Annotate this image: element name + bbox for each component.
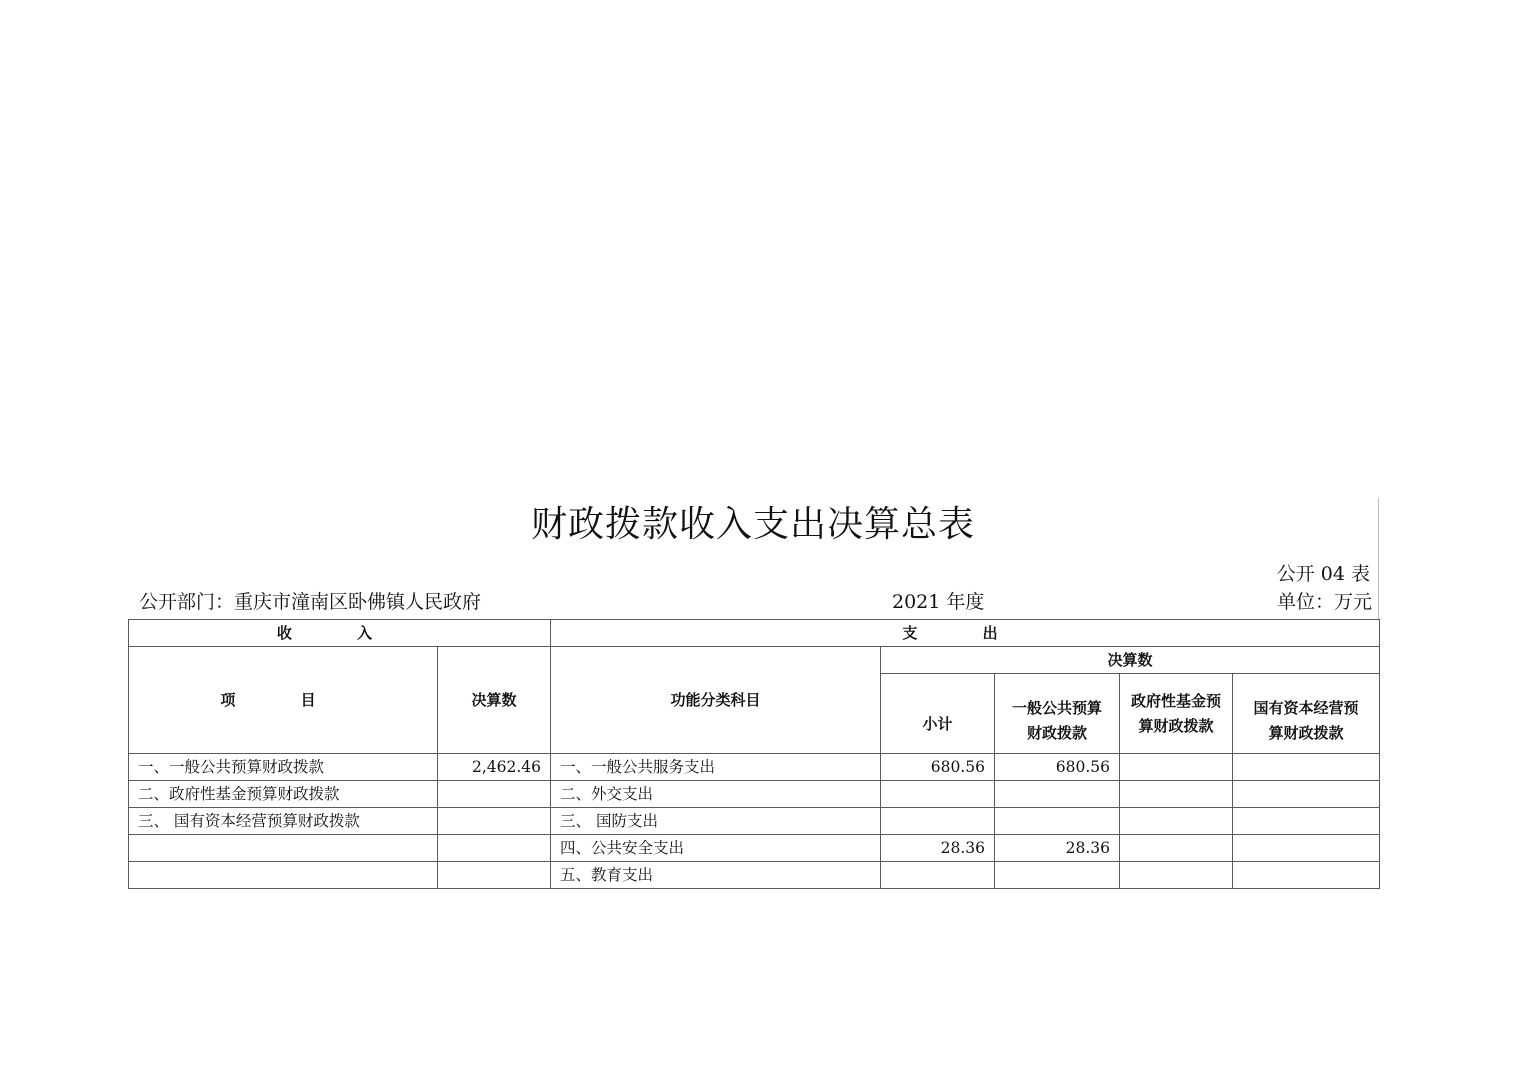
income-amount-cell (438, 808, 551, 835)
state-capital-cell (1233, 754, 1380, 781)
table-row (129, 754, 1380, 781)
header-row-groups (129, 620, 1380, 647)
table-row (129, 808, 1380, 835)
table-row (129, 781, 1380, 808)
expense-item-cell: 三、 国防支出 (551, 808, 881, 835)
fund-budget-cell (1120, 781, 1233, 808)
income-item-cell: 二、政府性基金预算财政拨款 (129, 781, 438, 808)
fund-budget-cell (1120, 835, 1233, 862)
table-row (129, 862, 1380, 889)
subtotal-cell: 680.56 (881, 754, 995, 781)
subtotal-cell (881, 808, 995, 835)
general-budget-cell: 680.56 (995, 754, 1120, 781)
expense-item-cell: 四、公共安全支出 (551, 835, 881, 862)
fiscal-year: 2021 年度 (892, 591, 985, 613)
state-capital-cell (1233, 808, 1380, 835)
state-capital-cell (1233, 862, 1380, 889)
income-item-cell: 一、一般公共预算财政拨款 (129, 754, 438, 781)
final-amount-header: 决算数 (881, 647, 1380, 674)
subtotal-cell: 28.36 (881, 835, 995, 862)
general-budget-cell (995, 781, 1120, 808)
state-capital-cell (1233, 781, 1380, 808)
income-amount-cell (438, 781, 551, 808)
state-capital-header: 国有资本经营预算财政拨款 (1233, 674, 1380, 754)
page-title: 财政拨款收入支出决算总表 (530, 504, 975, 545)
budget-table (128, 619, 1380, 889)
subtotal-header: 小计 (881, 674, 995, 754)
state-capital-cell (1233, 835, 1380, 862)
income-amount-cell (438, 862, 551, 889)
general-budget-cell (995, 862, 1120, 889)
fund-budget-header: 政府性基金预算财政拨款 (1120, 674, 1233, 754)
income-group-header: 收 入 (129, 620, 551, 647)
expense-group-header: 支 出 (551, 620, 1380, 647)
subtotal-cell (881, 781, 995, 808)
income-amount-header: 决算数 (438, 647, 551, 754)
income-amount-cell (438, 835, 551, 862)
function-column-header: 功能分类科目 (551, 647, 881, 754)
table-row (129, 835, 1380, 862)
form-number: 公开 04 表 (1276, 563, 1370, 585)
general-budget-cell: 28.36 (995, 835, 1120, 862)
income-item-cell: 三、 国有资本经营预算财政拨款 (129, 808, 438, 835)
expense-item-cell: 一、一般公共服务支出 (551, 754, 881, 781)
general-budget-header: 一般公共预算财政拨款 (995, 674, 1120, 754)
department-label: 公开部门：重庆市潼南区卧佛镇人民政府 (139, 591, 482, 613)
fund-budget-cell (1120, 808, 1233, 835)
currency-unit: 单位：万元 (1276, 591, 1372, 613)
subtotal-cell (881, 862, 995, 889)
income-item-cell (129, 835, 438, 862)
income-amount-cell: 2,462.46 (438, 754, 551, 781)
header-row-final (129, 647, 1380, 674)
item-column-header: 项 目 (129, 647, 438, 754)
expense-item-cell: 五、教育支出 (551, 862, 881, 889)
expense-item-cell: 二、外交支出 (551, 781, 881, 808)
general-budget-cell (995, 808, 1120, 835)
fund-budget-cell (1120, 754, 1233, 781)
income-item-cell (129, 862, 438, 889)
fund-budget-cell (1120, 862, 1233, 889)
